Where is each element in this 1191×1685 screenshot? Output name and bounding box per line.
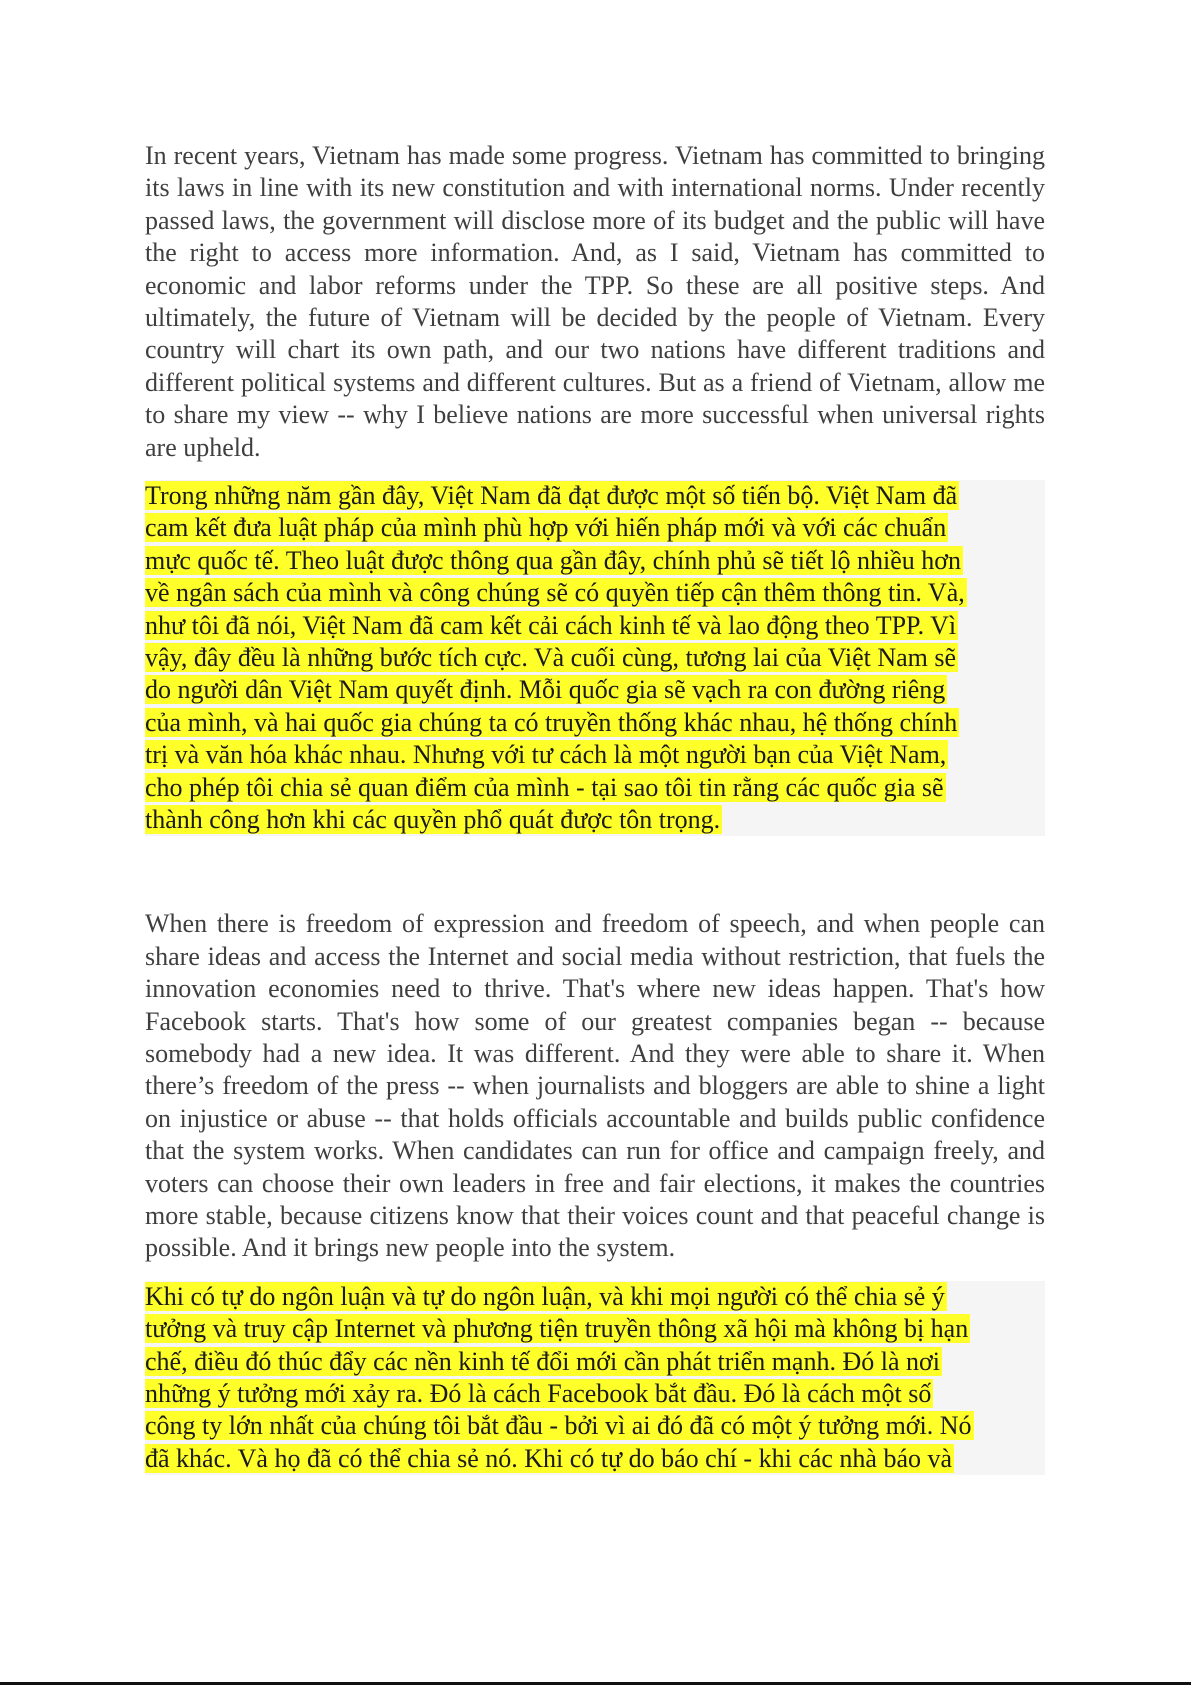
vi-line	[145, 512, 1045, 544]
vi-line	[145, 642, 1045, 674]
paragraph-english-2: When there is freedom of expression and freedom of speech, and when people can share ideas and access the Internet and social media without restriction, that fuels the innovation economies need to thrive. That's where new ideas happen. That's how Facebook starts. That's how some of our greatest companies began -- because somebody had a new idea. It was different. And they were able to share it. When there’s freedom of the press -- when journalists and bloggers are able to shine a light on injustice or abuse -- that holds officials accountable and builds public confidence that the system works. When candidates can run for office and campaign freely, and voters can choose their own leaders in free and fair elections, it makes the countries more stable, because citizens know that their voices count and that peaceful change is possible. And it brings new people into the system.	[145, 909, 1045, 1263]
highlighted-text: chế, điều đó thúc đẩy các nền kinh tế đổi mới cần phát triển mạnh. Đó là nơi	[145, 1346, 940, 1376]
highlighted-text: về ngân sách của mình và công chúng sẽ có quyền tiếp cận thêm thông tin. Và,	[145, 578, 965, 608]
vi-line	[145, 804, 1045, 836]
vi-line	[145, 1313, 1045, 1345]
vi-line	[145, 1281, 1045, 1313]
highlighted-text: vậy, đây đều là những bước tích cực. Và cuối cùng, tương lai của Việt Nam sẽ	[145, 643, 957, 673]
vi-line	[145, 610, 1045, 642]
highlighted-text: Khi có tự do ngôn luận và tự do ngôn luận, và khi mọi người có thể chia sẻ ý	[145, 1281, 945, 1311]
highlighted-text: những ý tưởng mới xảy ra. Đó là cách Facebook bắt đầu. Đó là cách một số	[145, 1379, 932, 1408]
highlighted-text: Trong những năm gần đây, Việt Nam đã đạt được một số tiến bộ. Việt Nam đã	[145, 481, 958, 511]
vi-line	[145, 1378, 1045, 1410]
paragraph-vietnamese-2	[145, 1281, 1045, 1475]
paragraph-vietnamese-1	[145, 480, 1045, 836]
highlighted-text: thành công hơn khi các quyền phổ quát được tôn trọng.	[145, 804, 721, 834]
highlighted-text: của mình, và hai quốc gia chúng ta có truyền thống khác nhau, hệ thống chính	[145, 707, 958, 737]
highlighted-text: cam kết đưa luật pháp của mình phù hợp với hiến pháp mới và với các chuẩn	[145, 513, 947, 543]
highlighted-text: tưởng và truy cập Internet và phương tiện truyền thông xã hội mà không bị hạn	[145, 1314, 969, 1344]
vi-line	[145, 707, 1045, 739]
document-page	[145, 140, 1045, 1475]
paragraph-english-1: In recent years, Vietnam has made some progress. Vietnam has committed to bringing its laws in line with its new constitution and with international norms. Under recently passed laws, the government will disclose more of its budget and the public will have the right to access more information. And, as I said, Vietnam has committed to economic and labor reforms under the TPP. So these are all positive steps. And ultimately, the future of Vietnam will be decided by the people of Vietnam. Every country will chart its own path, and our two nations have different traditions and different political systems and different cultures. But as a friend of Vietnam, allow me to share my view -- why I believe nations are more successful when universal rights are upheld.	[145, 141, 1045, 462]
vi-line	[145, 739, 1045, 771]
highlighted-text: như tôi đã nói, Việt Nam đã cam kết cải cách kinh tế và lao động theo TPP. Vì	[145, 610, 957, 640]
vi-line	[145, 480, 1045, 512]
highlighted-text: trị và văn hóa khác nhau. Nhưng với tư cách là một người bạn của Việt Nam,	[145, 740, 947, 770]
vi-line	[145, 1346, 1045, 1378]
vi-line	[145, 577, 1045, 609]
vi-line	[145, 674, 1045, 706]
highlighted-text: đã khác. Và họ đã có thể chia sẻ nó. Khi có tự do báo chí - khi các nhà báo và	[145, 1443, 953, 1473]
vi-line	[145, 772, 1045, 804]
vi-line	[145, 1410, 1045, 1442]
vi-line	[145, 1443, 1045, 1475]
highlighted-text: công ty lớn nhất của chúng tôi bắt đầu - bởi vì ai đó đã có một ý tưởng mới. Nó	[145, 1411, 972, 1441]
highlighted-text: do người dân Việt Nam quyết định. Mỗi quốc gia sẽ vạch ra con đường riêng	[145, 675, 946, 705]
vi-line	[145, 545, 1045, 577]
highlighted-text: mực quốc tế. Theo luật được thông qua gần đây, chính phủ sẽ tiết lộ nhiều hơn	[145, 545, 962, 575]
highlighted-text: cho phép tôi chia sẻ quan điểm của mình - tại sao tôi tin rằng các quốc gia sẽ	[145, 772, 944, 802]
